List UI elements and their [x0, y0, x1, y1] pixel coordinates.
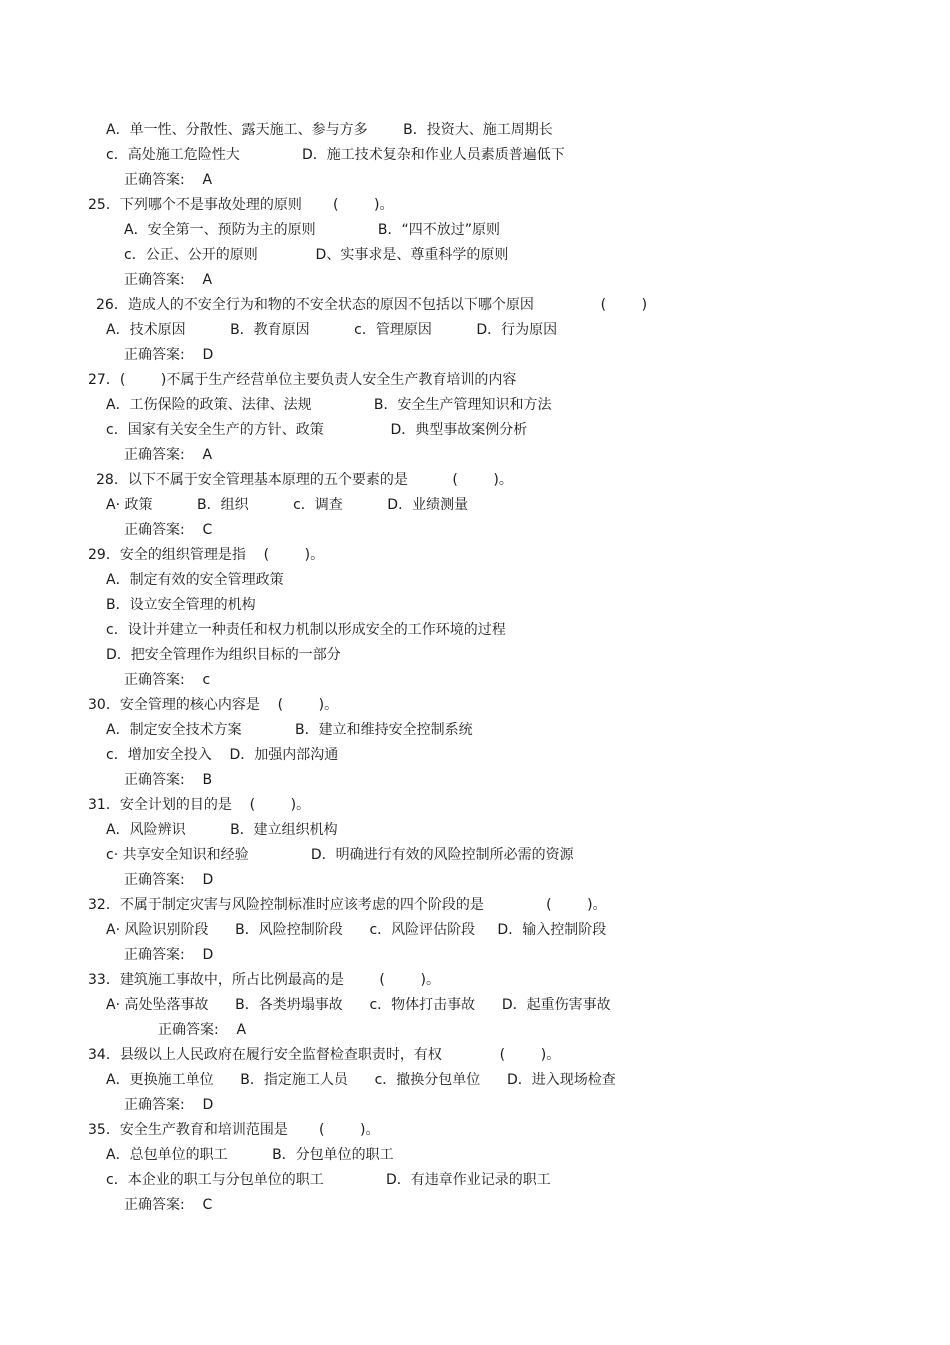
question-34: 34．县级以上人民政府在履行安全监督检查职责时，有权 ( )。: [88, 1047, 561, 1063]
question-31: 31．安全计划的目的是 ( )。: [88, 797, 311, 813]
option-line: A· 高处坠落事故 B．各类坍塌事故 c．物体打击事故 D．起重伤害事故: [106, 997, 611, 1013]
option-line: c．国家有关安全生产的方针、政策 D．典型事故案例分析: [106, 422, 528, 438]
answer-line: 正确答案: D: [124, 947, 214, 963]
option-line: A．总包单位的职工 B．分包单位的职工: [106, 1147, 394, 1163]
option-line: c．增加安全投入 D．加强内部沟通: [106, 747, 339, 763]
option-line: D．把安全管理作为组织目标的一部分: [106, 647, 341, 663]
option-line: A．安全第一、预防为主的原则 B．“四不放过”原则: [124, 222, 500, 238]
option-line: A．单一性、分散性、露天施工、参与方多 B．投资大、施工周期长: [106, 122, 553, 138]
question-27: 27．( )不属于生产经营单位主要负责人安全生产教育培训的内容: [88, 372, 517, 388]
option-line: A．技术原因 B．教育原因 c．管理原因 D．行为原因: [106, 322, 558, 338]
answer-line: 正确答案: C: [124, 522, 213, 538]
option-line: c．本企业的职工与分包单位的职工 D．有违章作业记录的职工: [106, 1172, 551, 1188]
answer-line: 正确答案: A: [124, 447, 213, 463]
option-line: A．工伤保险的政策、法律、法规 B．安全生产管理知识和方法: [106, 397, 552, 413]
answer-line: 正确答案: D: [124, 1097, 214, 1113]
option-line: A．风险辨识 B．建立组织机构: [106, 822, 338, 838]
question-35: 35．安全生产教育和培训范围是 ( )。: [88, 1122, 380, 1138]
option-line: c．公正、公开的原则 D、实事求是、尊重科学的原则: [124, 247, 509, 263]
question-26: 26．造成人的不安全行为和物的不安全状态的原因不包括以下哪个原因 ( ): [96, 297, 648, 313]
answer-line: 正确答案: A: [158, 1022, 247, 1038]
question-33: 33．建筑施工事故中，所占比例最高的是 ( )。: [88, 972, 440, 988]
answer-line: 正确答案: C: [124, 1197, 213, 1213]
question-30: 30．安全管理的核心内容是 ( )。: [88, 697, 339, 713]
option-line: c· 共享安全知识和经验 D．明确进行有效的风险控制所必需的资源: [106, 847, 574, 863]
answer-line: 正确答案: A: [124, 272, 213, 288]
option-line: A· 风险识别阶段 B．风险控制阶段 c．风险评估阶段 D．输入控制阶段: [106, 922, 607, 938]
question-29: 29．安全的组织管理是指 ( )。: [88, 547, 325, 563]
question-32: 32．不属于制定灾害与风险控制标准时应该考虑的四个阶段的是 ( )。: [88, 897, 607, 913]
answer-line: 正确答案: c: [124, 672, 211, 688]
option-line: A．制定安全技术方案 B．建立和维持安全控制系统: [106, 722, 473, 738]
option-line: A．制定有效的安全管理政策: [106, 572, 284, 588]
option-line: B．设立安全管理的机构: [106, 597, 256, 613]
answer-line: 正确答案: A: [124, 172, 213, 188]
option-line: A．更换施工单位 B．指定施工人员 c．撤换分包单位 D．进入现场检查: [106, 1072, 616, 1088]
option-line: A· 政策 B．组织 c．调查 D．业绩测量: [106, 497, 469, 513]
answer-line: 正确答案: D: [124, 872, 214, 888]
option-line: c．高处施工危险性大 D．施工技术复杂和作业人员素质普遍低下: [106, 147, 565, 163]
option-line: c．设计并建立一种责任和权力机制以形成安全的工作环境的过程: [106, 622, 506, 638]
answer-line: 正确答案: D: [124, 347, 214, 363]
question-28: 28．以下不属于安全管理基本原理的五个要素的是 ( )。: [96, 472, 513, 488]
answer-line: 正确答案: B: [124, 772, 213, 788]
question-25: 25．下列哪个不是事故处理的原则 ( )。: [88, 197, 394, 213]
